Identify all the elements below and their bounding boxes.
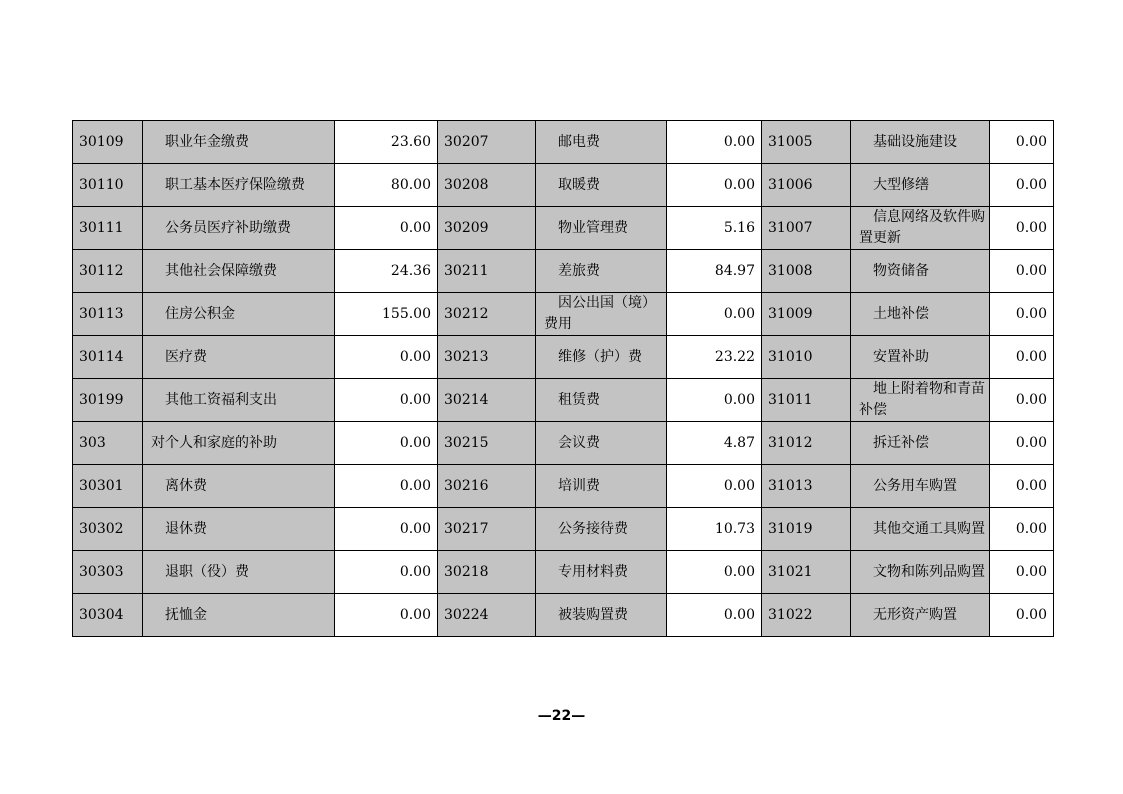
item-name bbox=[851, 250, 990, 293]
table-body bbox=[73, 121, 1054, 637]
item-amount: 0.00 bbox=[990, 250, 1054, 293]
item-code: 31006 bbox=[762, 164, 851, 207]
item-code: 30304 bbox=[73, 594, 143, 637]
item-code: 31005 bbox=[762, 121, 851, 164]
item-code: 30111 bbox=[73, 207, 143, 250]
item-code: 31009 bbox=[762, 293, 851, 336]
item-code: 31007 bbox=[762, 207, 851, 250]
item-name bbox=[536, 207, 667, 250]
table-row bbox=[73, 121, 1054, 164]
item-code: 30208 bbox=[438, 164, 536, 207]
item-name-text: 退休费 bbox=[165, 520, 207, 537]
item-code: 30114 bbox=[73, 336, 143, 379]
item-code: 30207 bbox=[438, 121, 536, 164]
item-name bbox=[143, 465, 335, 508]
item-name-text: 其他交通工具购置 bbox=[873, 520, 985, 537]
item-code: 30217 bbox=[438, 508, 536, 551]
item-amount: 0.00 bbox=[335, 336, 438, 379]
item-name bbox=[536, 336, 667, 379]
page-number: —22— bbox=[537, 708, 586, 724]
item-name-text: 取暖费 bbox=[558, 176, 600, 193]
item-code: 30110 bbox=[73, 164, 143, 207]
item-name-text: 抚恤金 bbox=[165, 606, 207, 623]
item-name-text: 维修（护）费 bbox=[558, 348, 642, 365]
item-name-text: 土地补偿 bbox=[873, 305, 929, 322]
item-name-text: 物资储备 bbox=[873, 262, 929, 279]
item-name bbox=[851, 121, 990, 164]
item-name-text: 地上附着物和青苗补偿 bbox=[859, 381, 985, 418]
table-row bbox=[73, 594, 1054, 637]
table-row bbox=[73, 336, 1054, 379]
item-code: 30211 bbox=[438, 250, 536, 293]
item-name bbox=[143, 379, 335, 422]
item-amount: 0.00 bbox=[990, 293, 1054, 336]
item-amount: 0.00 bbox=[667, 465, 762, 508]
table-row bbox=[73, 465, 1054, 508]
item-name-text: 离休费 bbox=[165, 477, 207, 494]
item-name-text: 其他工资福利支出 bbox=[165, 391, 277, 408]
item-code: 30302 bbox=[73, 508, 143, 551]
item-name bbox=[851, 293, 990, 336]
item-name-text: 租赁费 bbox=[558, 391, 600, 408]
item-code: 31021 bbox=[762, 551, 851, 594]
item-name-text: 物业管理费 bbox=[558, 219, 628, 236]
item-code: 30301 bbox=[73, 465, 143, 508]
item-amount: 0.00 bbox=[990, 551, 1054, 594]
item-amount: 0.00 bbox=[667, 293, 762, 336]
item-amount: 10.73 bbox=[667, 508, 762, 551]
item-name-text: 拆迁补偿 bbox=[873, 434, 929, 451]
budget-table bbox=[72, 120, 1054, 637]
item-code: 31012 bbox=[762, 422, 851, 465]
item-amount: 155.00 bbox=[335, 293, 438, 336]
item-name bbox=[536, 465, 667, 508]
item-name bbox=[536, 250, 667, 293]
item-name-text: 因公出国（境）费用 bbox=[544, 295, 656, 332]
item-name bbox=[536, 121, 667, 164]
item-name-text: 会议费 bbox=[558, 434, 600, 451]
item-code: 31010 bbox=[762, 336, 851, 379]
item-amount: 0.00 bbox=[990, 594, 1054, 637]
item-name-text: 医疗费 bbox=[165, 348, 207, 365]
item-code: 30113 bbox=[73, 293, 143, 336]
table-row bbox=[73, 250, 1054, 293]
item-name-text: 住房公积金 bbox=[165, 305, 235, 322]
item-name bbox=[143, 121, 335, 164]
table-row bbox=[73, 551, 1054, 594]
item-name bbox=[536, 551, 667, 594]
table-row bbox=[73, 508, 1054, 551]
item-name bbox=[851, 379, 990, 422]
item-name bbox=[851, 551, 990, 594]
item-name-text: 职业年金缴费 bbox=[165, 133, 249, 150]
item-amount: 0.00 bbox=[667, 594, 762, 637]
item-name bbox=[143, 422, 335, 465]
item-name bbox=[536, 508, 667, 551]
item-name-text: 对个人和家庭的补助 bbox=[151, 434, 277, 451]
item-name-text: 退职（役）费 bbox=[165, 563, 249, 580]
item-code: 30216 bbox=[438, 465, 536, 508]
item-name bbox=[143, 164, 335, 207]
item-name-text: 被装购置费 bbox=[558, 606, 628, 623]
item-amount: 0.00 bbox=[335, 508, 438, 551]
item-name-text: 差旅费 bbox=[558, 262, 600, 279]
table-row bbox=[73, 422, 1054, 465]
item-name bbox=[536, 422, 667, 465]
item-code: 31008 bbox=[762, 250, 851, 293]
item-name-text: 公务用车购置 bbox=[873, 477, 957, 494]
item-amount: 0.00 bbox=[990, 164, 1054, 207]
item-amount: 80.00 bbox=[335, 164, 438, 207]
item-name bbox=[143, 293, 335, 336]
item-code: 30214 bbox=[438, 379, 536, 422]
item-amount: 0.00 bbox=[990, 379, 1054, 422]
item-name-text: 基础设施建设 bbox=[873, 133, 957, 150]
item-name bbox=[536, 293, 667, 336]
item-code: 30112 bbox=[73, 250, 143, 293]
item-name-text: 文物和陈列品购置 bbox=[873, 563, 985, 580]
table-row bbox=[73, 379, 1054, 422]
item-amount: 0.00 bbox=[667, 551, 762, 594]
item-amount: 5.16 bbox=[667, 207, 762, 250]
item-amount: 23.22 bbox=[667, 336, 762, 379]
item-code: 31011 bbox=[762, 379, 851, 422]
item-amount: 0.00 bbox=[990, 336, 1054, 379]
item-code: 303 bbox=[73, 422, 143, 465]
item-code: 30209 bbox=[438, 207, 536, 250]
item-name bbox=[851, 422, 990, 465]
item-amount: 0.00 bbox=[990, 508, 1054, 551]
item-amount: 24.36 bbox=[335, 250, 438, 293]
item-name-text: 职工基本医疗保险缴费 bbox=[165, 176, 305, 193]
item-amount: 0.00 bbox=[335, 594, 438, 637]
item-name-text: 公务接待费 bbox=[558, 520, 628, 537]
item-name bbox=[851, 207, 990, 250]
item-name bbox=[143, 551, 335, 594]
item-name bbox=[851, 594, 990, 637]
item-code: 30224 bbox=[438, 594, 536, 637]
item-amount: 0.00 bbox=[990, 207, 1054, 250]
item-code: 30213 bbox=[438, 336, 536, 379]
item-name bbox=[143, 250, 335, 293]
item-amount: 0.00 bbox=[335, 379, 438, 422]
item-name bbox=[851, 164, 990, 207]
item-amount: 0.00 bbox=[990, 422, 1054, 465]
item-name bbox=[143, 207, 335, 250]
item-name bbox=[851, 508, 990, 551]
item-amount: 0.00 bbox=[335, 207, 438, 250]
item-amount: 0.00 bbox=[990, 121, 1054, 164]
item-amount: 0.00 bbox=[990, 465, 1054, 508]
item-name bbox=[143, 336, 335, 379]
item-amount: 0.00 bbox=[335, 422, 438, 465]
item-code: 31022 bbox=[762, 594, 851, 637]
item-code: 30215 bbox=[438, 422, 536, 465]
item-amount: 0.00 bbox=[335, 465, 438, 508]
item-name-text: 公务员医疗补助缴费 bbox=[165, 219, 291, 236]
table-row bbox=[73, 164, 1054, 207]
item-name bbox=[536, 379, 667, 422]
item-amount: 23.60 bbox=[335, 121, 438, 164]
item-name bbox=[851, 336, 990, 379]
item-amount: 0.00 bbox=[667, 379, 762, 422]
item-code: 30199 bbox=[73, 379, 143, 422]
item-name-text: 培训费 bbox=[558, 477, 600, 494]
item-amount: 0.00 bbox=[667, 121, 762, 164]
item-code: 31013 bbox=[762, 465, 851, 508]
item-code: 30303 bbox=[73, 551, 143, 594]
item-name-text: 无形资产购置 bbox=[873, 606, 957, 623]
item-name-text: 信息网络及软件购置更新 bbox=[859, 209, 985, 246]
item-code: 30109 bbox=[73, 121, 143, 164]
item-amount: 4.87 bbox=[667, 422, 762, 465]
item-name-text: 邮电费 bbox=[558, 133, 600, 150]
item-name bbox=[536, 164, 667, 207]
item-name-text: 专用材料费 bbox=[558, 563, 628, 580]
item-name bbox=[851, 465, 990, 508]
item-name bbox=[143, 508, 335, 551]
item-code: 30212 bbox=[438, 293, 536, 336]
item-amount: 0.00 bbox=[335, 551, 438, 594]
table-row bbox=[73, 207, 1054, 250]
table-row bbox=[73, 293, 1054, 336]
item-code: 31019 bbox=[762, 508, 851, 551]
item-code: 30218 bbox=[438, 551, 536, 594]
item-name-text: 安置补助 bbox=[873, 348, 929, 365]
item-name bbox=[143, 594, 335, 637]
item-name-text: 大型修缮 bbox=[873, 176, 929, 193]
item-amount: 0.00 bbox=[667, 164, 762, 207]
item-amount: 84.97 bbox=[667, 250, 762, 293]
item-name-text: 其他社会保障缴费 bbox=[165, 262, 277, 279]
item-name bbox=[536, 594, 667, 637]
